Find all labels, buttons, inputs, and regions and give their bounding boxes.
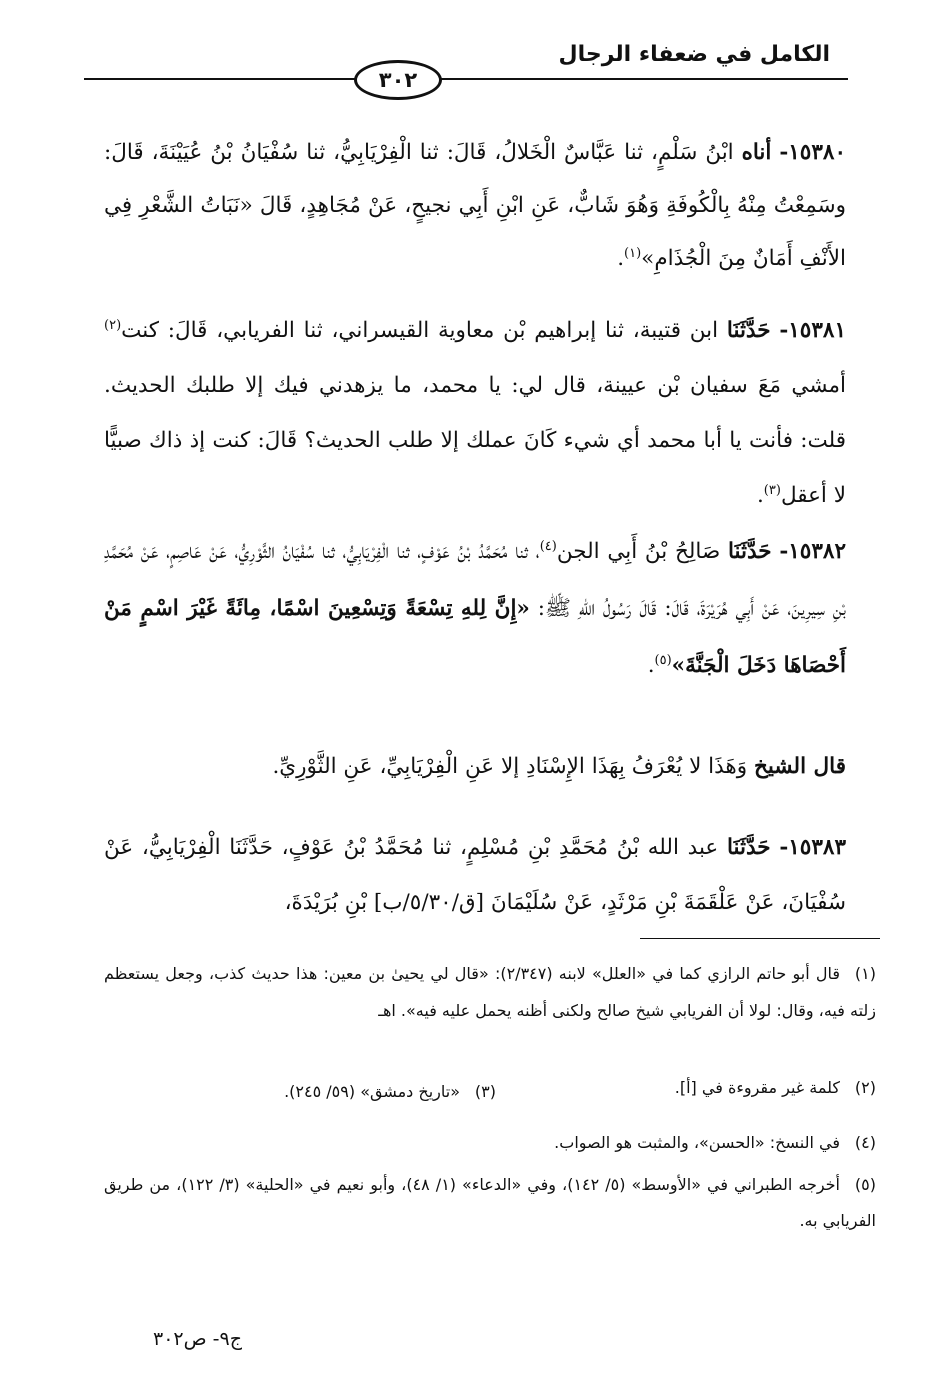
footnote-2 — [675, 1078, 876, 1097]
footnote-3 — [284, 1082, 496, 1101]
entry-15383 — [104, 820, 846, 930]
footnote-text: قال أبو حاتم الرازي كما في «العلل» لابنه (٢/٣٤٧): «قال لي يحيىٰ بن معين: هذا حديث كذب، وجعل يستعظم زلته فيه، وقال: لولا أن الفريابي شيخ صالح ولكنى أظنه يحمل عليه فيه». اهـ — [104, 964, 876, 1020]
footnote-text: أخرجه الطبراني في «الأوسط» (٥/ ١٤٢)، وفي «الدعاء» (١/ ٤٨)، وأبو نعيم في «الحلية» (٣/ ١٢٢)، من طريق الفريابي به. — [104, 1175, 876, 1230]
hadith-text: «إِنَّ لِلهِ تِسْعَةً وَتِسْعِينَ اسْمًا، مِائَةً غَيْرَ اسْمٍ مَنْ أَحْصَاهَا دَخَلَ الْجَنَّةَ» — [104, 596, 846, 678]
entry-15380 — [104, 126, 846, 285]
entry-text: صَالِحُ بْنُ أَبِي الجن — [556, 539, 721, 564]
footnote-number: (٣) — [474, 1082, 496, 1101]
footnote-number: (٤) — [854, 1133, 876, 1152]
footnote-ref: (٥) — [654, 652, 672, 668]
footnote-4 — [104, 1128, 876, 1158]
entry-15381 — [104, 303, 846, 523]
entry-text-continued: ، ثنا مُحَمَّدُ بْنُ عَوْفٍ، ثنا الْفِرْيَابِيُّ، ثنا سُفْيَانُ الثَّوْرِيُّ، عَنْ عَاصِمٍ، عَنْ مُحَمَّدِ بْنِ سِيرِينَ، عَنْ أَبِي هُرَيْرَةَ، قَالَ: قَالَ رَسُولُ اللهِ ﷺ: — [104, 539, 846, 621]
footnote-ref: (٢) — [104, 317, 122, 333]
footnote-ref: (٣) — [763, 482, 781, 498]
footnote-text: كلمة غير مقروءة في [أ]. — [674, 1078, 840, 1097]
entry-lead: حَدَّثَنَا — [727, 539, 772, 564]
footnote-rule — [640, 938, 880, 939]
running-title: الكامل في ضعفاء الرجال — [558, 42, 830, 67]
footnote-ref: (٤) — [539, 538, 557, 554]
entry-text: ابْنُ سَلْمٍ، ثنا عَبَّاسٌ الْخَلالُ، قَالَ: ثنا الْفِرْيَابِيُّ، ثنا سُفْيَانُ بْنُ عُيَيْنَةَ، قَالَ: وسَمِعْتُ مِنْهُ بِالْكُوفَةِ وَهُوَ شَابٌّ، عَنِ ابْنِ أَبِي نجيحٍ، عَنْ مُجَاهِدٍ، قَالَ «نَبَاتُ الشَّعْرِ فِي الأَنْفِ أَمَانٌ مِنَ الْجُذَامِ» — [104, 140, 846, 271]
footnote-number: (١) — [854, 964, 876, 983]
header-rule — [84, 78, 848, 80]
footnote-text: «تاريخ دمشق» (٥٩/ ٢٤٥). — [284, 1082, 460, 1101]
sheikh-text: وَهَذَا لا يُعْرَفُ بِهَذَا الإِسْنَادِ إلا عَنِ الْفِرْيَابِيِّ، عَنِ الثَّوْرِيِّ. — [272, 754, 748, 779]
footnote-ref: (١) — [624, 245, 642, 261]
entry-lead: حَدَّثَنَا — [726, 835, 771, 860]
entry-lead: أناه — [741, 140, 772, 165]
entry-text-continued: أمشي مَعَ سفيان بْن عيينة، قال لي: يا محمد، ما يزهدني فيك إلا طلبك الحديث. قلت: فأنت يا أبا محمد أي شيء كَانَ عملك إلا طلب الحديث؟ قَالَ: كنت إذ ذاك صبيًّا لا أعقل — [104, 373, 846, 508]
entry-text-end: . — [647, 653, 655, 678]
entry-number: ١٥٣٨٠- — [779, 140, 846, 165]
sheikh-comment — [104, 742, 846, 792]
footnote-1 — [104, 955, 876, 1029]
footnotes-2-3 — [104, 1078, 876, 1108]
entry-text-end: . — [617, 246, 625, 271]
entry-15382 — [104, 523, 846, 694]
footnote-text: في النسخ: «الحسن»، والمثبت هو الصواب. — [554, 1133, 840, 1152]
entry-lead: حَدَّثَنَا — [726, 318, 771, 343]
entry-text-end: . — [756, 483, 764, 508]
entry-number: ١٥٣٨١- — [779, 318, 846, 343]
entry-text: عبد الله بْنُ مُحَمَّدِ بْنِ مُسْلِمٍ، ثنا مُحَمَّدُ بْنُ عَوْفٍ، حَدَّثَنَا الْفِرْيَابِيُّ، عَنْ سُفْيَانَ، عَنْ عَلْقَمَةَ بْنِ مَرْثَدٍ، عَنْ سُلَيْمَانَ [ق/٥/٣٠/ب] بْنِ بُرَيْدَةَ، — [104, 835, 846, 915]
footnote-number: (٥) — [854, 1175, 877, 1194]
sheikh-lead: قال الشيخ — [753, 754, 846, 779]
entry-number: ١٥٣٨٢- — [779, 539, 846, 564]
page-number: ٣٠٢ — [354, 60, 442, 100]
footnote-number: (٢) — [854, 1078, 876, 1097]
entry-text: ابن قتيبة، ثنا إبراهيم بْن معاوية القيسراني، ثنا الفريابي، قَالَ: كنت — [121, 318, 719, 343]
footnote-5 — [104, 1167, 876, 1239]
entry-number: ١٥٣٨٣- — [779, 835, 846, 860]
volume-page-footer: ج٩- ص٣٠٢ — [153, 1328, 242, 1350]
